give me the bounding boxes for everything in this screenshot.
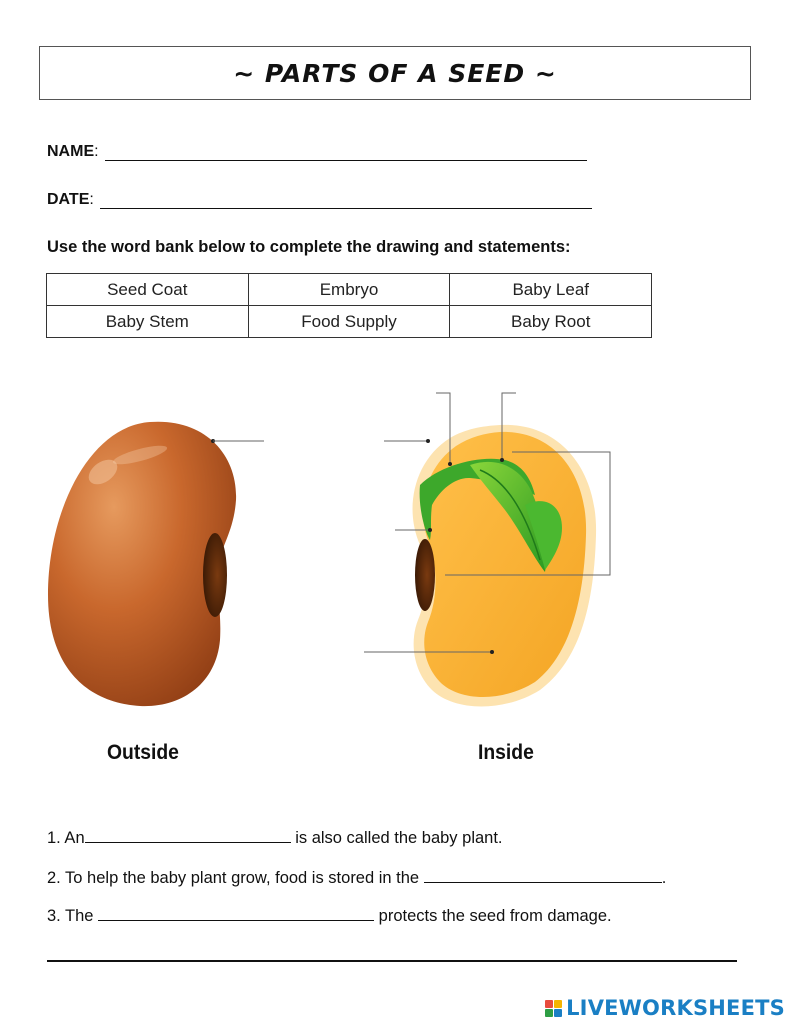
instructions: Use the word bank below to complete the drawing and statements: [47,238,571,256]
brand-watermark [545,996,785,1020]
brand-text: LIVEWORKSHEETS [566,996,785,1020]
date-field [47,191,592,209]
answer-line[interactable] [47,960,737,962]
statement-3-blank[interactable] [98,905,374,921]
date-label: DATE [47,191,90,208]
word-bank-cell: Embryo [248,274,450,306]
statement-2-suffix: . [661,869,667,887]
statement-2-blank[interactable] [424,867,662,883]
statement-1-suffix: is also called the baby plant. [290,829,503,847]
word-bank-row [47,274,652,306]
date-input-line[interactable] [100,193,592,209]
inside-caption: Inside [478,741,534,764]
outside-caption: Outside [107,741,179,764]
name-label: NAME [47,143,95,160]
statement-1-blank[interactable] [85,827,291,843]
word-bank-cell: Baby Stem [47,306,249,338]
liveworksheets-logo-icon [545,1000,562,1017]
word-bank-cell: Baby Leaf [450,274,652,306]
statement-1-prefix: 1. An [47,829,85,847]
statement-1 [47,827,503,848]
worksheet-title: ~ PARTS OF A SEED ~ [233,58,557,88]
seed-diagram [0,360,793,780]
statement-3-prefix: 3. The [47,907,99,925]
word-bank-cell: Food Supply [248,306,450,338]
title-box [39,46,751,100]
statement-3 [47,905,612,926]
name-field [47,143,587,161]
statement-2-prefix: 2. To help the baby plant grow, food is stored in the [47,869,424,887]
word-bank-cell: Baby Root [450,306,652,338]
word-bank-table [46,273,652,338]
date-colon: : [89,191,94,208]
statement-2 [47,867,666,888]
name-colon: : [94,143,99,160]
outside-seed-image [48,422,264,706]
word-bank-cell: Seed Coat [47,274,249,306]
word-bank-row [47,306,652,338]
name-input-line[interactable] [105,145,587,161]
statement-3-suffix: protects the seed from damage. [374,907,612,925]
inside-seed-image [364,393,610,707]
